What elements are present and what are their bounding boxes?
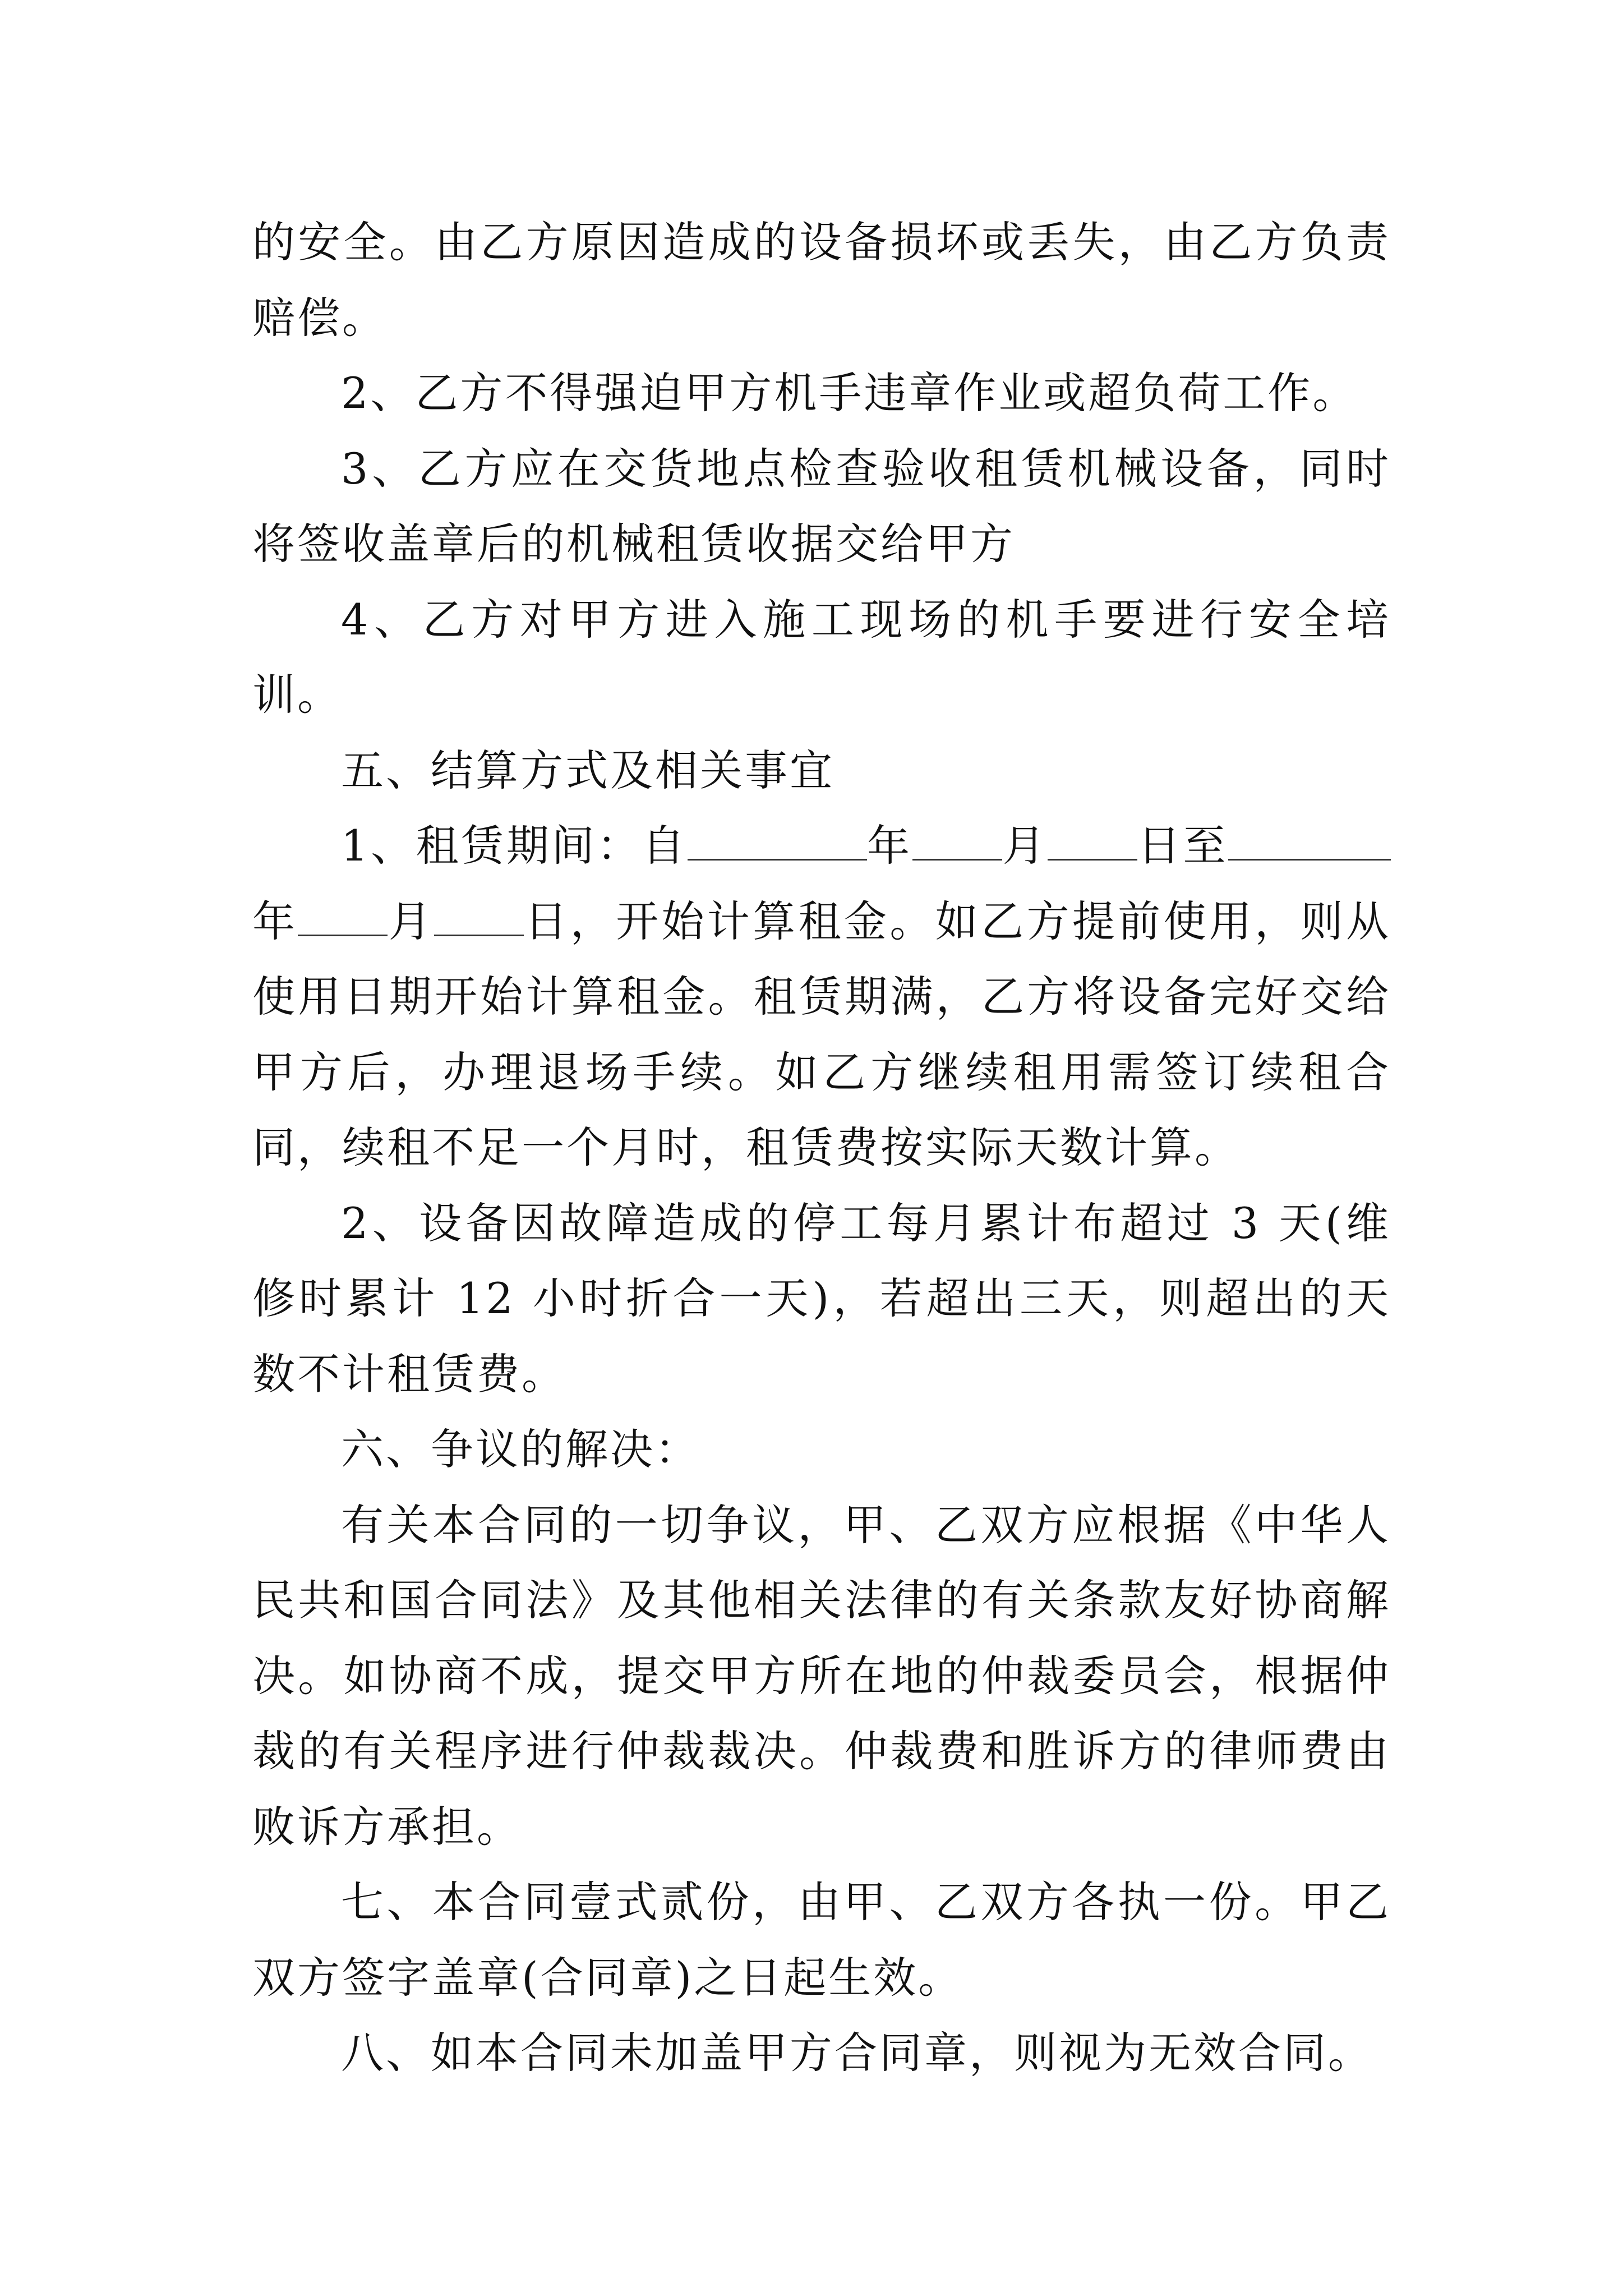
end-day-blank[interactable] — [434, 895, 524, 936]
paragraph-safety-compensation: 的安全。由乙方原因造成的设备损坏或丢失，由乙方负责赔偿。 — [252, 217, 1391, 343]
end-month-blank[interactable] — [298, 895, 388, 936]
lease-day-to-label: 日至 — [1137, 821, 1229, 871]
document-body — [252, 205, 1391, 2091]
lease-period-prefix: 1、租赁期间：自 — [341, 821, 688, 871]
start-month-blank[interactable] — [912, 820, 1002, 861]
end-year-blank[interactable] — [1228, 820, 1391, 861]
paragraph-invalid-without-seal: 八、如本合同未加盖甲方合同章，则视为无效合同。 — [341, 2028, 1373, 2078]
section-heading-dispute: 六、争议的解决： — [341, 1424, 700, 1474]
start-day-blank[interactable] — [1048, 820, 1137, 861]
paragraph-safety-training: 4、乙方对甲方进入施工现场的机手要进行安全培训。 — [252, 594, 1391, 720]
paragraph-downtime-rule: 2、设备因故障造成的停工每月累计布超过 3 天(维修时累计 12 小时折合一天)，若超出三天，则超出的天数不计租赁费。 — [252, 1198, 1391, 1399]
lease-month-label: 月 — [1002, 821, 1048, 871]
lease-end-month-label: 月 — [388, 896, 435, 946]
paragraph-inspection-acceptance: 3、乙方应在交货地点检查验收租赁机械设备，同时将签收盖章后的机械租赁收据交给甲方 — [252, 443, 1391, 569]
section-heading-settlement: 五、结算方式及相关事宜 — [341, 745, 834, 795]
paragraph-dispute-resolution: 有关本合同的一切争议，甲、乙双方应根据《中华人民共和国合同法》及其他相关法律的有关条款友好协商解决。如协商不成，提交甲方所在地的仲裁委员会，根据仲裁的有关程序进行仲裁裁决。仲裁费和胜诉方的律师费由败诉方承担。 — [252, 1499, 1391, 1852]
paragraph-contract-copies: 七、本合同壹式贰份，由甲、乙双方各执一份。甲乙双方签字盖章(合同章)之日起生效。 — [252, 1877, 1391, 2003]
start-year-blank[interactable] — [688, 820, 867, 861]
lease-end-year-label: 年 — [252, 896, 298, 946]
lease-year-label: 年 — [866, 821, 912, 871]
lease-period-rest: 日，开始计算租金。如乙方提前使用，则从使用日期开始计算租金。租赁期满，乙方将设备完好交给甲方后，办理退场手续。如乙方继续租用需签订续租合同，续租不足一个月时，租赁费按实际天数计算。 — [252, 896, 1391, 1172]
paragraph-lease-period — [252, 808, 1391, 1186]
paragraph-no-forced-violation: 2、乙方不得强迫甲方机手违章作业或超负荷工作。 — [341, 368, 1358, 418]
